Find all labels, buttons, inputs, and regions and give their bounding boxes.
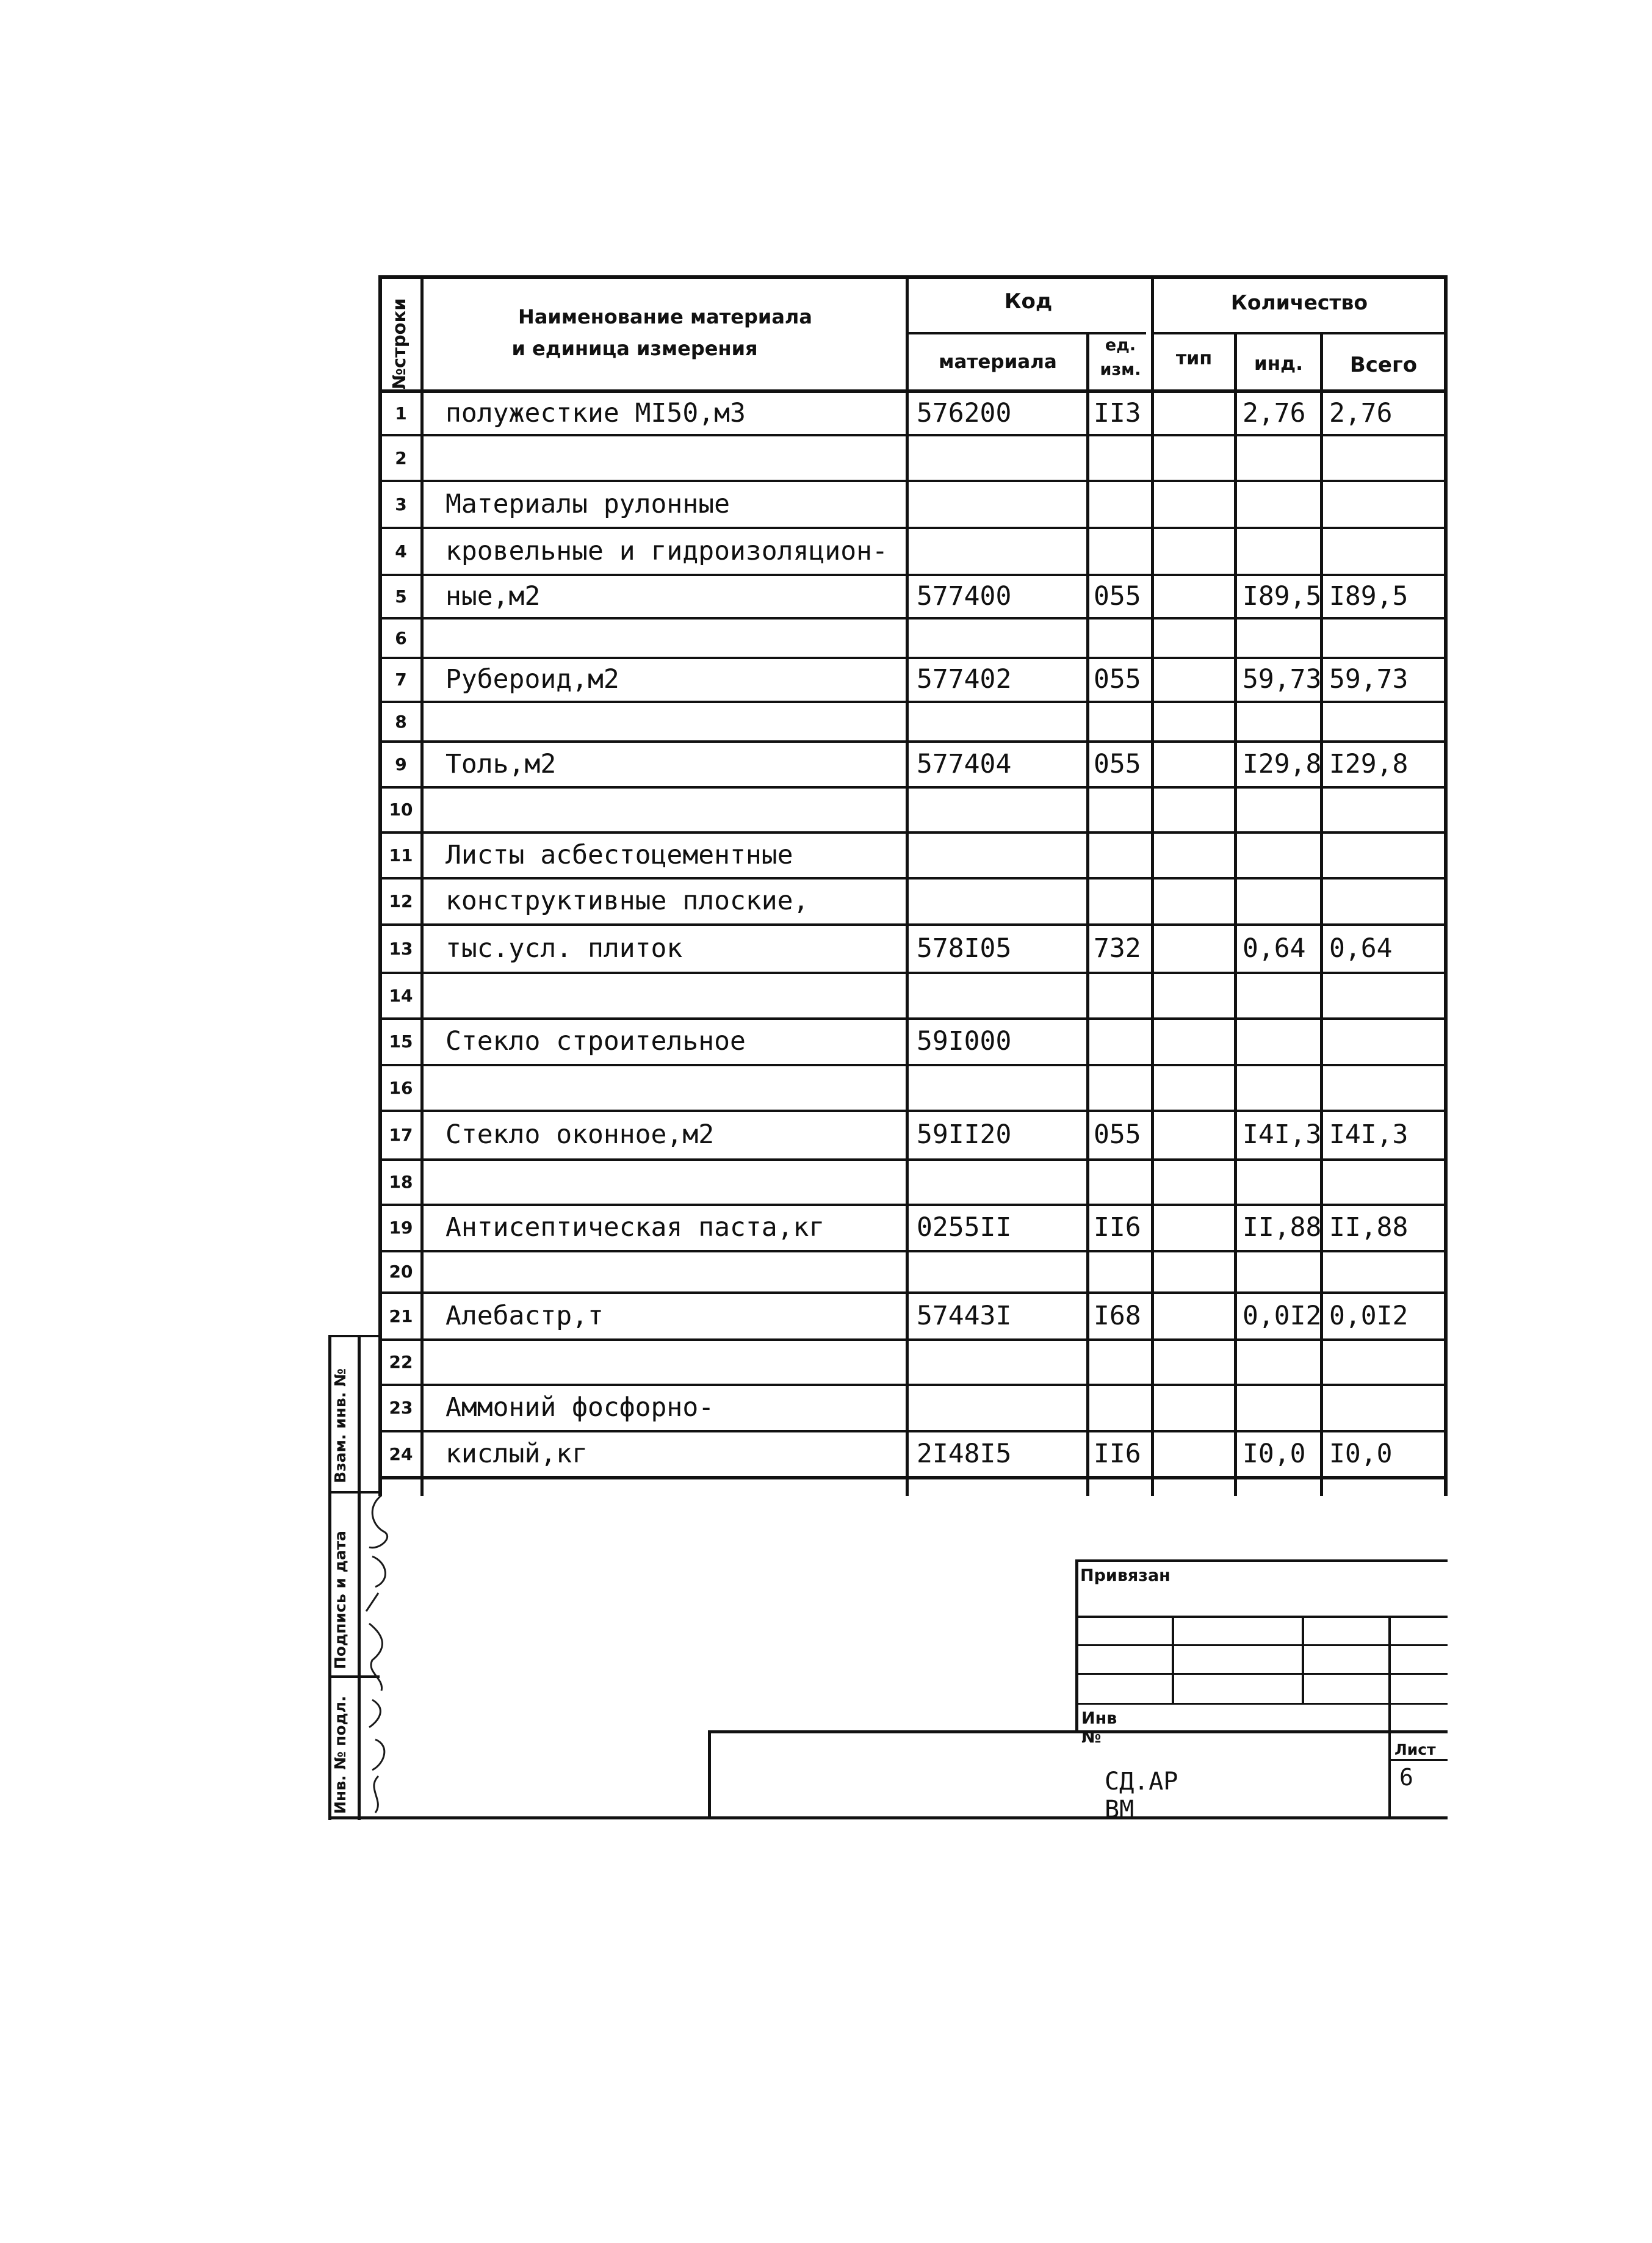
header-row-number: №строки — [389, 298, 409, 389]
row-number: 20 — [389, 1262, 413, 1282]
table-row — [0, 1204, 1448, 1250]
header-code-material: материала — [939, 351, 1057, 373]
row-number: 16 — [389, 1077, 413, 1098]
header-code-group: Код — [1004, 289, 1053, 314]
row-number: 2 — [395, 447, 407, 468]
label-sign-date: Подпись и дата — [331, 1530, 349, 1669]
row-number: 21 — [389, 1306, 413, 1326]
qty-ind: 59,73 — [1243, 664, 1322, 695]
qty-total: 0,64 — [1329, 933, 1393, 964]
qty-total: I29,8 — [1329, 748, 1409, 779]
unit-code: II6 — [1094, 1438, 1141, 1469]
material-name: Материалы рулонные — [445, 488, 730, 519]
qty-total: I0,0 — [1329, 1438, 1393, 1469]
material-code: 59I000 — [917, 1026, 1012, 1056]
row-number: 22 — [389, 1352, 413, 1372]
row-number: 24 — [389, 1443, 413, 1464]
material-name: тыс.усл. плиток — [445, 933, 683, 964]
row-number: 5 — [395, 586, 407, 607]
qty-ind: I89,5 — [1243, 580, 1322, 612]
material-code: 59II20 — [917, 1119, 1012, 1150]
table-row — [0, 740, 1448, 786]
table-row — [0, 1338, 1448, 1384]
material-name: Антисептическая паста,кг — [445, 1212, 825, 1243]
row-number: 3 — [395, 494, 407, 515]
row-number: 13 — [389, 938, 413, 959]
header-qty-type: тип — [1175, 348, 1213, 369]
qty-total: I89,5 — [1329, 580, 1409, 612]
material-code: 576200 — [917, 397, 1012, 428]
header-code-unit-1: ед. — [1105, 336, 1136, 355]
table-row — [0, 391, 1448, 434]
table-row — [0, 1250, 1448, 1291]
document-code: СД.АР ВМ — [1105, 1768, 1178, 1824]
row-number: 4 — [395, 541, 407, 562]
qty-ind: 2,76 — [1243, 397, 1306, 428]
table-row — [0, 831, 1448, 877]
unit-code: 055 — [1094, 664, 1141, 695]
header-qty-ind: инд. — [1254, 353, 1303, 375]
header-qty-total: Всего — [1349, 353, 1418, 377]
material-name: ные,м2 — [445, 580, 541, 612]
material-name: кровельные и гидроизоляцион- — [445, 535, 888, 566]
label-inv-original: Инв. № подл. — [331, 1696, 349, 1814]
row-number: 17 — [389, 1125, 413, 1145]
material-name: Алебастр,т — [445, 1300, 604, 1331]
row-number: 7 — [395, 670, 407, 690]
bound-label: Привязан — [1080, 1566, 1170, 1585]
row-number: 10 — [389, 800, 413, 820]
table-row — [0, 617, 1448, 657]
material-code: 577402 — [917, 664, 1012, 695]
material-name: Листы асбестоцементные — [445, 839, 793, 870]
material-code: 57443I — [917, 1300, 1012, 1331]
qty-ind: I29,8 — [1243, 748, 1322, 779]
table-row — [0, 434, 1448, 480]
material-code: 578I05 — [917, 933, 1012, 964]
qty-total: 0,0I2 — [1329, 1300, 1409, 1331]
header-code-unit-2: изм. — [1100, 360, 1141, 379]
material-name: конструктивные плоские, — [445, 886, 809, 916]
material-code: 0255II — [917, 1212, 1012, 1243]
table-row — [0, 1291, 1448, 1338]
material-code: 577400 — [917, 580, 1012, 612]
material-name: Рубероид,м2 — [445, 664, 619, 695]
row-number: 15 — [389, 1031, 413, 1052]
unit-code: 055 — [1094, 1119, 1141, 1150]
material-name: Аммоний фосфорно- — [445, 1392, 715, 1423]
unit-code: II3 — [1094, 397, 1141, 428]
table-row — [0, 527, 1448, 574]
qty-ind: 0,64 — [1243, 933, 1306, 964]
qty-total: 59,73 — [1329, 664, 1409, 695]
row-number: 23 — [389, 1398, 413, 1418]
table-row — [0, 574, 1448, 617]
table-row — [0, 1017, 1448, 1064]
header-name-line2: и единица измерения — [511, 337, 758, 360]
header-qty-group: Количество — [1230, 291, 1368, 314]
header-name-line1: Наименование материала — [518, 305, 812, 328]
table-row — [0, 701, 1448, 740]
table-row — [0, 657, 1448, 701]
row-number: 8 — [395, 711, 407, 732]
unit-code: 055 — [1094, 580, 1141, 612]
qty-ind: 0,0I2 — [1243, 1300, 1322, 1331]
unit-code: II6 — [1094, 1212, 1141, 1243]
qty-total: 2,76 — [1329, 397, 1393, 428]
handwritten-signature — [360, 1489, 397, 1819]
material-code: 577404 — [917, 748, 1012, 779]
unit-code: I68 — [1094, 1300, 1141, 1331]
table-row — [0, 786, 1448, 831]
row-number: 11 — [389, 845, 413, 865]
unit-code: 732 — [1094, 933, 1141, 964]
qty-total: II,88 — [1329, 1212, 1409, 1243]
row-number: 19 — [389, 1218, 413, 1238]
qty-ind: I0,0 — [1243, 1438, 1306, 1469]
qty-ind: I4I,3 — [1243, 1119, 1322, 1150]
row-number: 14 — [389, 985, 413, 1006]
sheet-label: Лист — [1394, 1741, 1436, 1758]
row-number: 9 — [395, 754, 407, 775]
table-row — [0, 1110, 1448, 1158]
qty-total: I4I,3 — [1329, 1119, 1409, 1150]
table-row — [0, 1158, 1448, 1204]
row-number: 6 — [395, 627, 407, 648]
sheet-number: 6 — [1399, 1764, 1413, 1791]
inv-number-label: Инв № — [1081, 1709, 1117, 1747]
material-name: кислый,кг — [445, 1438, 588, 1469]
table-row — [0, 923, 1448, 972]
table-row — [0, 1384, 1448, 1430]
material-code: 2I48I5 — [917, 1438, 1012, 1469]
table-row — [0, 877, 1448, 923]
material-name: полужесткие МI50,м3 — [445, 397, 746, 428]
row-number: 18 — [389, 1172, 413, 1192]
material-name: Стекло оконное,м2 — [445, 1119, 715, 1150]
row-number: 12 — [389, 891, 413, 911]
row-number: 1 — [395, 403, 407, 424]
table-row — [0, 480, 1448, 527]
label-replace-inv: Взам. инв. № — [331, 1368, 349, 1483]
qty-ind: II,88 — [1243, 1212, 1322, 1243]
table-row — [0, 972, 1448, 1017]
material-name: Толь,м2 — [445, 748, 557, 779]
table-row — [0, 1430, 1448, 1476]
table-row — [0, 1064, 1448, 1110]
unit-code: 055 — [1094, 748, 1141, 779]
material-name: Стекло строительное — [445, 1026, 746, 1056]
